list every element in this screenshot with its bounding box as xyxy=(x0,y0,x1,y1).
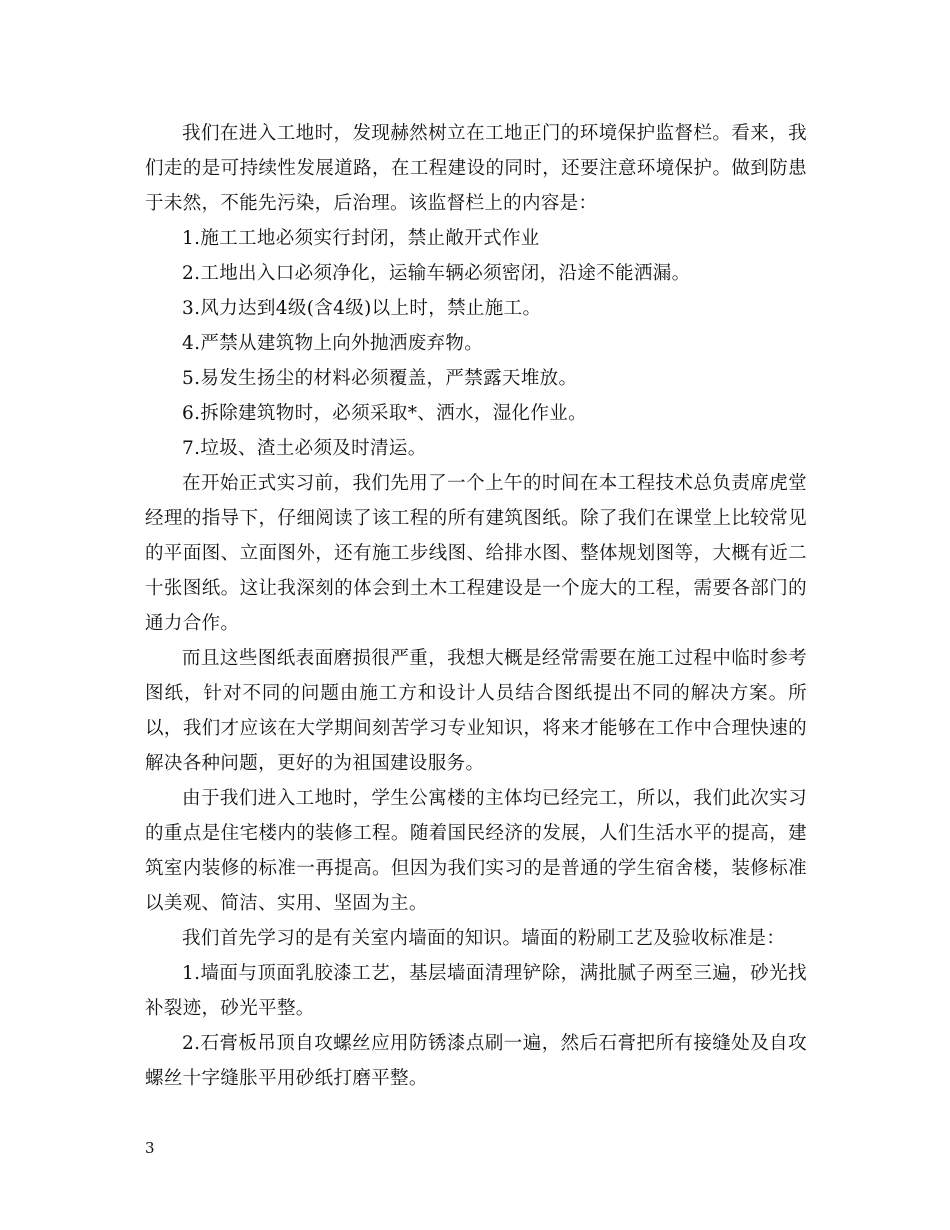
paragraph-intro: 我们在进入工地时，发现赫然树立在工地正门的环境保护监督栏。看来，我们走的是可持续性发展道路，在工程建设的同时，还要注意环境保护。做到防患于未然，不能先污染，后治理。该监督栏上的内容是： xyxy=(145,123,807,214)
list-item: 7.垃圾、渣土必须及时清运。 xyxy=(182,438,427,459)
list-item: 4.严禁从建筑物上向外抛洒废弃物。 xyxy=(182,333,484,354)
list-item: 2.石膏板吊顶自攻螺丝应用防锈漆点刷一遍，然后石膏把所有接缝处及自攻螺丝十字缝胀平用砂纸打磨平整。 xyxy=(145,1033,807,1089)
paragraph: 我们首先学习的是有关室内墙面的知识。墙面的粉刷工艺及验收标准是： xyxy=(182,928,786,949)
list-item: 1.墙面与顶面乳胶漆工艺，基层墙面清理铲除，满批腻子两至三遍，砂光找补裂迹，砂光平整。 xyxy=(145,963,807,1019)
paragraph: 而且这些图纸表面磨损很严重，我想大概是经常需要在施工过程中临时参考图纸，针对不同的问题由施工方和设计人员结合图纸提出不同的解决方案。所以，我们才应该在大学期间刻苦学习专业知识，将来才能够在工作中合理快速的解决各种问题，更好的为祖国建设服务。 xyxy=(145,648,807,774)
paragraph: 在开始正式实习前，我们先用了一个上午的时间在本工程技术总负责席虎堂经理的指导下，仔细阅读了该工程的所有建筑图纸。除了我们在课堂上比较常见的平面图、立面图外，还有施工步线图、给排水图、整体规划图等，大概有近二十张图纸。这让我深刻的体会到土木工程建设是一个庞大的工程，需要各部门的通力合作。 xyxy=(145,473,807,634)
paragraph: 由于我们进入工地时，学生公寓楼的主体均已经完工，所以，我们此次实习的重点是住宅楼内的装修工程。随着国民经济的发展，人们生活水平的提高，建筑室内装修的标准一再提高。但因为我们实习的是普通的学生宿舍楼，装修标准以美观、简洁、实用、坚固为主。 xyxy=(145,788,807,914)
list-item: 1.施工工地必须实行封闭，禁止敞开式作业 xyxy=(182,228,540,249)
page-number: 3 xyxy=(145,1139,155,1157)
list-item: 5.易发生扬尘的材料必须覆盖，严禁露天堆放。 xyxy=(182,368,578,389)
list-item: 3.风力达到4级(含4级)以上时，禁止施工。 xyxy=(182,298,542,319)
list-item: 2.工地出入口必须净化，运输车辆必须密闭，沿途不能洒漏。 xyxy=(182,263,691,284)
document-body xyxy=(145,116,807,1096)
list-item: 6.拆除建筑物时，必须采取*、洒水，湿化作业。 xyxy=(182,403,587,424)
